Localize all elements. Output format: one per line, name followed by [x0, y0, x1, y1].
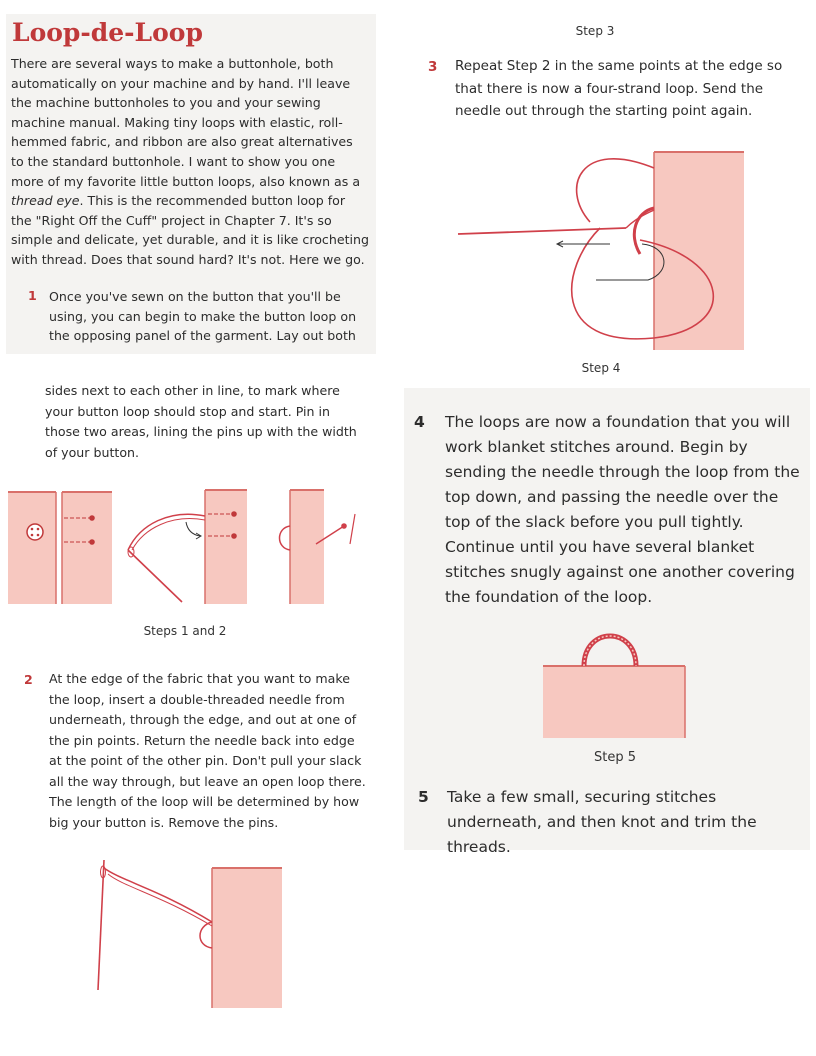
fabric-panel [212, 868, 282, 1008]
fabric-panel-right-small [290, 490, 324, 604]
step4-number: 4 [414, 413, 425, 431]
caption-steps-1-2: Steps 1 and 2 [143, 624, 227, 638]
step2-number: 2 [24, 672, 33, 687]
pin-icon [350, 514, 355, 544]
intro-emphasis: thread eye [11, 193, 80, 209]
step5-text: Take a few small, securing stitches underneath, and then knot and trim the threads. [447, 788, 757, 856]
fabric-panel-right [62, 492, 112, 604]
caption-step-3: Step 3 [575, 24, 615, 38]
loop-icon [200, 922, 212, 948]
thread-arc [104, 868, 212, 922]
thread-arc [128, 514, 205, 550]
page-title: Loop-de-Loop [12, 18, 203, 47]
step1-text-a: Once you've sewn on the button that you'll be using, you can begin to make the button loop on the opposing panel of the garment. Lay out both [49, 289, 357, 344]
button-icon [27, 524, 43, 540]
step1-text-b: sides next to each other in line, to mark where your button loop should stop and start. Pin in those two areas, lining the pins up with the width of your button. [45, 383, 357, 460]
loop-icon [584, 636, 636, 666]
step1-number: 1 [28, 288, 37, 303]
caption-step-4: Step 4 [581, 361, 621, 375]
intro-text-before: There are several ways to make a buttonhole, both automatically on your machine and by hand. I'll leave the machine buttonholes to you and your sewing machine manual. Making tiny loops with elastic, roll-hemmed fabric, and ribbon are also great alternatives to the standard buttonhole. I want to show you one more of my favorite little button loops, also known as a [11, 56, 361, 189]
fabric-panel-middle [205, 490, 247, 604]
step2-text: At the edge of the fabric that you want to make the loop, insert a double-threaded needle from underneath, through the edge, and out at one of the pin points. Return the needle back into edge at the point of the other pin. Don't pull your slack all the way through, but leave an open loop there. The length of the loop will be determined by how big your button is. Remove the pins. [49, 671, 366, 830]
needle-icon [98, 860, 104, 990]
steps-1-2-illustration [0, 484, 380, 624]
loop-icon [280, 526, 291, 550]
intro-paragraph [11, 54, 369, 270]
step3-text: Repeat Step 2 in the same points at the edge so that there is now a four-strand loop. Send the needle out through the starting point again. [455, 58, 783, 119]
needle-icon [128, 550, 182, 602]
step3-number: 3 [428, 59, 438, 75]
step-4-illustration [450, 148, 750, 360]
fabric-panel [654, 152, 744, 350]
needle-icon [458, 228, 626, 234]
intro-text-after: . This is the recommended button loop for the "Right Off the Cuff" project in Chapter 7. It's so simple and delicate, yet durable, and it is like crocheting with thread. Does that sound hard? It's not. Here we go. [11, 193, 369, 267]
step4-text: The loops are now a foundation that you will work blanket stitches around. Begin by sending the needle through the loop from the top down, and passing the needle over the top of the slack before you pull tightly. Continue until you have several blanket stitches snugly against one another covering the foundation of the loop. [445, 413, 800, 606]
step5-number: 5 [418, 788, 429, 806]
fabric-panel [543, 666, 685, 738]
caption-step-5: Step 5 [593, 750, 636, 765]
step-3-illustration [90, 850, 290, 1020]
step-5-illustration [540, 624, 690, 744]
fabric-panel-left [8, 492, 56, 604]
